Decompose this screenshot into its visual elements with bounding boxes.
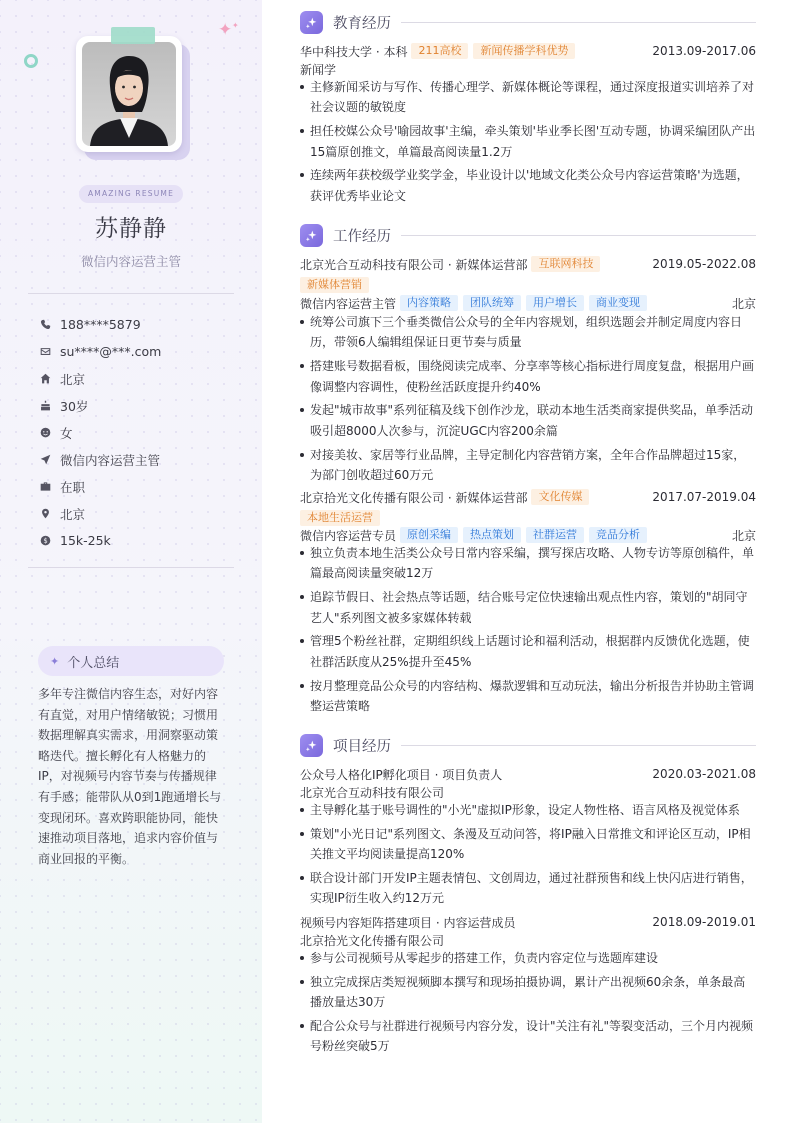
washi-tape — [111, 27, 155, 44]
job-tag-row — [300, 276, 756, 294]
list-item: 追踪节假日、社会热点等话题，结合账号定位快速输出观点性内容，策划的"胡同守艺人"系列图文被多家媒体转载 — [300, 587, 756, 628]
summary-header — [38, 646, 224, 676]
contact-location-value: 北京 — [60, 506, 86, 522]
list-item: 担任校媒公众号'喻园故事'主编，牵头策划'毕业季长图'互动专题，协调采编团队产出15篇原创推文，单篇最高阅读量1.2万 — [300, 121, 756, 162]
project-org: 北京光合互动科技有限公司 — [300, 785, 445, 800]
contact-gender-value: 女 — [60, 425, 73, 441]
job-bullets — [300, 543, 756, 720]
projects-title: 项目经历 — [333, 738, 391, 755]
contact-phone — [40, 311, 240, 338]
decorative-ring-icon — [24, 54, 38, 68]
project-header-row — [300, 913, 756, 931]
company-name: 北京拾光文化传播有限公司 · 新媒体运营部 — [300, 490, 528, 505]
candidate-title: 微信内容运营主管 — [80, 254, 181, 269]
job-role-row — [300, 526, 756, 544]
education-title: 教育经历 — [333, 15, 391, 32]
education-bullets — [300, 77, 756, 210]
job-date: 2019.05-2022.08 — [652, 257, 756, 271]
contact-home-value: 北京 — [60, 371, 86, 387]
education-major-row — [300, 60, 756, 78]
contact-location — [40, 500, 240, 527]
home-icon — [40, 373, 60, 384]
skill-tag: 社群运营 — [526, 527, 584, 543]
avatar — [82, 42, 176, 146]
summary-title: 个人总结 — [67, 655, 120, 671]
profile-photo — [76, 36, 190, 160]
section-divider — [401, 22, 756, 23]
skill-tag: 内容策略 — [400, 295, 458, 311]
list-item: 统筹公司旗下三个垂类微信公众号的全年内容规划，组织选题会并制定周度内容日历，带领6人编辑组保证日更节奏与质量 — [300, 312, 756, 353]
list-item: 连续两年获校级学业奖学金，毕业设计以'地域文化类公众号内容运营策略'为选题，获评优秀毕业论文 — [300, 165, 756, 206]
contact-email — [40, 338, 240, 365]
contact-salary-value: 15k-25k — [60, 533, 111, 548]
list-item: 发起"城市故事"系列征稿及线下创作沙龙，联动本地生活类商家提供奖品，单季活动吸引超8000人次参与，沉淀UGC内容200余篇 — [300, 400, 756, 441]
mail-icon — [40, 346, 60, 357]
job-bullets — [300, 312, 756, 489]
work-title: 工作经历 — [333, 228, 391, 245]
company-tag: 本地生活运营 — [300, 510, 380, 526]
salary-icon — [40, 535, 60, 546]
company-name: 北京光合互动科技有限公司 · 新媒体运营部 — [300, 257, 528, 272]
education-section-header — [300, 10, 756, 34]
briefcase-icon — [40, 481, 60, 492]
skill-tag: 商业变现 — [589, 295, 647, 311]
sparkle-icon: ✦ — [218, 20, 233, 40]
list-item: 主导孵化基于账号调性的"小光"虚拟IP形象，设定人物性格、语言风格及视觉体系 — [300, 800, 756, 820]
list-item: 独立完成探店类短视频脚本撰写和现场拍摄协调，累计产出视频60余条，单条最高播放量达30万 — [300, 972, 756, 1013]
sparkle-icon — [300, 11, 323, 34]
project-name: 公众号人格化IP孵化项目 · 项目负责人 — [300, 767, 503, 782]
section-divider — [401, 745, 756, 746]
project-bullets — [300, 948, 756, 1060]
skill-tag: 原创采编 — [400, 527, 458, 543]
list-item: 策划"小光日记"系列图文、条漫及互动问答，将IP融入日常推文和评论区互动，IP相关推文平均阅读量提高120% — [300, 824, 756, 865]
list-item: 管理5个粉丝社群，定期组织线上话题讨论和福利活动，根据群内反馈优化选题，使社群活跃度从25%提升至45% — [300, 631, 756, 672]
project-name: 视频号内容矩阵搭建项目 · 内容运营成员 — [300, 915, 516, 930]
school-tag: 新闻传播学科优势 — [473, 43, 575, 59]
sparkle-icon: ✦ — [50, 654, 60, 668]
list-item: 主修新闻采访与写作、传播心理学、新媒体概论等课程，通过深度报道实训培养了对社会议题的敏锐度 — [300, 77, 756, 118]
company-tag: 互联网科技 — [531, 256, 600, 272]
divider — [28, 293, 234, 294]
list-item: 配合公众号与社群进行视频号内容分发，设计"关注有礼"等裂变活动，三个月内视频号粉丝突破5万 — [300, 1016, 756, 1057]
svg-text:$: $ — [43, 536, 48, 545]
send-icon — [40, 454, 60, 465]
contact-target-role-value: 微信内容运营主管 — [60, 452, 161, 468]
education-header-row — [300, 42, 756, 60]
list-item: 参与公司视频号从零起步的搭建工作，负责内容定位与选题库建设 — [300, 948, 756, 968]
candidate-name: 苏静静 — [95, 216, 167, 242]
phone-icon — [40, 319, 60, 330]
education-date: 2013.09-2017.06 — [652, 44, 756, 58]
cake-icon — [40, 400, 60, 411]
location-pin-icon — [40, 508, 60, 519]
major: 新闻学 — [300, 62, 337, 77]
list-item: 联合设计部门开发IP主题表情包、文创周边，通过社群预售和线上快闪店进行销售，实现IP衍生收入约12万元 — [300, 868, 756, 909]
sidebar — [0, 0, 262, 1123]
company-tag: 新媒体营销 — [300, 277, 369, 293]
job-role: 微信内容运营主管 — [300, 296, 397, 311]
skill-tag: 团队统筹 — [463, 295, 521, 311]
contact-age-value: 30岁 — [60, 398, 89, 414]
small-sparkle-icon: ✦ — [232, 21, 239, 30]
contact-age — [40, 392, 240, 419]
contact-target-role — [40, 446, 240, 473]
photo-frame — [76, 36, 182, 152]
job-role-row — [300, 294, 756, 312]
section-divider — [401, 235, 756, 236]
skill-tag: 热点策划 — [463, 527, 521, 543]
list-item: 按月整理竞品公众号的内容结构、爆款逻辑和互动玩法，输出分析报告并协助主管调整运营策略 — [300, 676, 756, 717]
resume-badge: AMAZING RESUME — [79, 185, 183, 203]
contact-phone-value: 188****5879 — [60, 317, 141, 332]
projects-section-header — [300, 733, 756, 757]
contact-email-value: su****@***.com — [60, 344, 162, 359]
divider — [28, 567, 234, 568]
job-tag-row — [300, 509, 756, 527]
contact-list — [40, 311, 240, 554]
sparkle-icon — [300, 734, 323, 757]
project-org-row — [300, 783, 756, 801]
project-header-row — [300, 765, 756, 783]
job-header-row — [300, 488, 756, 506]
contact-gender — [40, 419, 240, 446]
list-item: 搭建账号数据看板，围绕阅读完成率、分享率等核心指标进行周度复盘，根据用户画像调整内容调性，使粉丝活跃度提升约40% — [300, 356, 756, 397]
job-date: 2017.07-2019.04 — [652, 490, 756, 504]
project-date: 2020.03-2021.08 — [652, 767, 756, 781]
school-tag: 211高校 — [411, 43, 468, 59]
job-city: 北京 — [731, 296, 756, 311]
job-header-row — [300, 255, 756, 273]
summary-text: 多年专注微信内容生态，对好内容有直觉，对用户情绪敏锐；习惯用数据理解真实需求，用洞察驱动策略迭代。擅长孵化有人格魅力的IP，对视频号内容节奏与传播规律有手感；能带队从0到1跑通增长与变现闭环。喜欢跨职能协同，能快速推动项目落地，追求内容价值与商业回报的平衡。 — [38, 687, 222, 866]
list-item: 独立负责本地生活类公众号日常内容采编，撰写探店攻略、人物专访等原创稿件，单篇最高阅读量突破12万 — [300, 543, 756, 584]
contact-home — [40, 365, 240, 392]
sparkle-icon — [300, 224, 323, 247]
gender-icon — [40, 427, 60, 438]
contact-status-value: 在职 — [60, 479, 86, 495]
list-item: 对接美妆、家居等行业品牌，主导定制化内容营销方案，全年合作品牌超过15家，为部门创收超过60万元 — [300, 445, 756, 486]
project-bullets — [300, 800, 756, 912]
school-name: 华中科技大学 · 本科 — [300, 44, 408, 59]
company-tag: 文化传媒 — [531, 489, 589, 505]
project-org-row — [300, 931, 756, 949]
job-role: 微信内容运营专员 — [300, 528, 397, 543]
contact-status — [40, 473, 240, 500]
skill-tag: 竞品分析 — [589, 527, 647, 543]
skill-tag: 用户增长 — [526, 295, 584, 311]
contact-salary — [40, 527, 240, 554]
work-section-header — [300, 223, 756, 247]
project-org: 北京拾光文化传播有限公司 — [300, 933, 445, 948]
job-city: 北京 — [731, 528, 756, 543]
project-date: 2018.09-2019.01 — [652, 915, 756, 929]
